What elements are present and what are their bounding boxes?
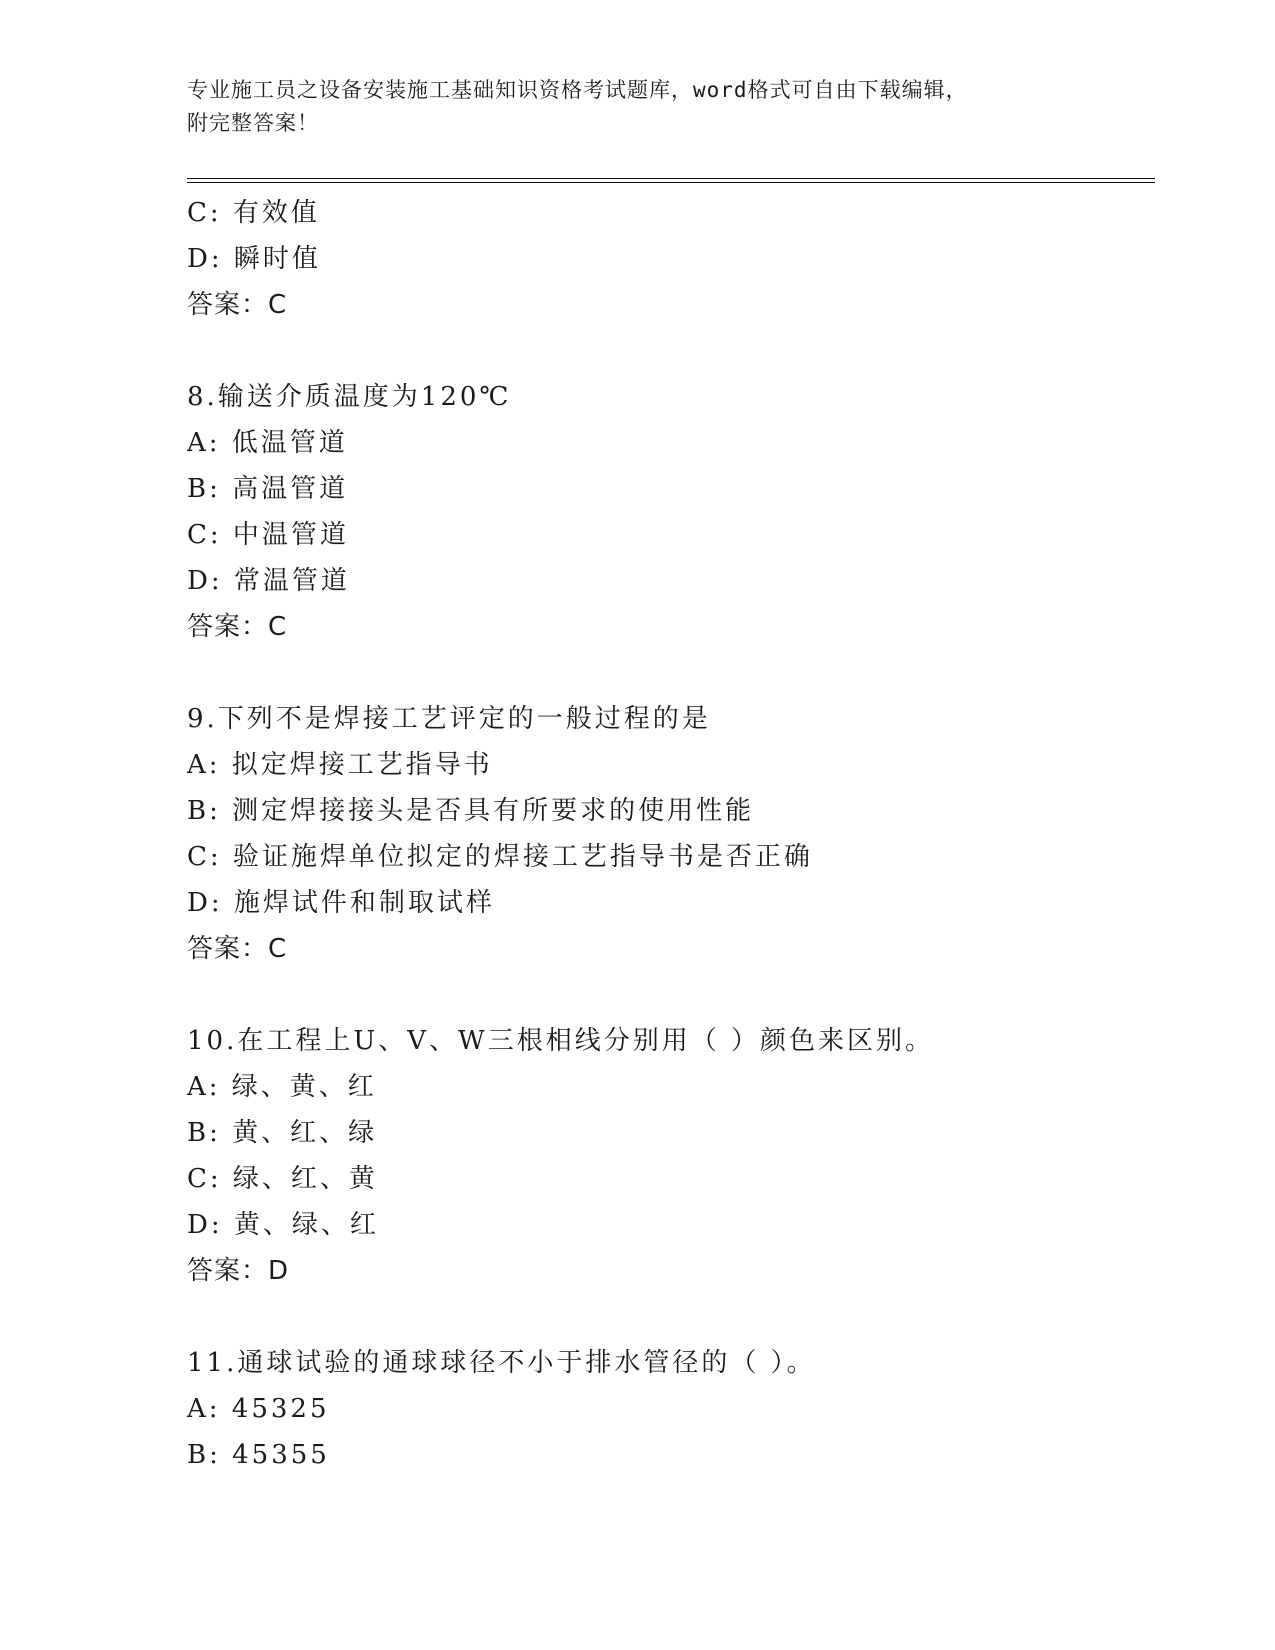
q8-option-a: A: 低温管道 (187, 428, 348, 458)
q10-option-d: D: 黄、绿、红 (187, 1210, 379, 1240)
q8-option-d: D: 常温管道 (187, 566, 350, 596)
q11-option-b: B: 45355 (187, 1440, 330, 1470)
question-8 (187, 374, 1147, 650)
q9-answer: 答案：C (187, 934, 288, 964)
document-header (187, 74, 1087, 140)
q10-answer: 答案：D (187, 1256, 290, 1286)
question-spacer (187, 650, 1147, 696)
q11-question-text: 11.通球试验的通球球径不小于排水管径的（ ）。 (187, 1348, 816, 1378)
question-spacer (187, 972, 1147, 1018)
question-11 (187, 1340, 1147, 1478)
q10-question-text: 10.在工程上U、V、W三根相线分别用（ ）颜色来区别。 (187, 1026, 935, 1056)
q10-option-c: C: 绿、红、黄 (187, 1164, 378, 1194)
q11-option-a: A: 45325 (187, 1394, 330, 1424)
q8-answer: 答案：C (187, 612, 288, 642)
question-list (187, 190, 1147, 1478)
header-line-1: 专业施工员之设备安装施工基础知识资格考试题库，word格式可自由下载编辑， (187, 78, 968, 102)
question-spacer (187, 1294, 1147, 1340)
q10-option-a: A: 绿、黄、红 (187, 1072, 377, 1102)
question-7-tail (187, 190, 1147, 328)
question-10 (187, 1018, 1147, 1294)
q7-answer: 答案：C (187, 290, 288, 320)
q9-option-a: A: 拟定焊接工艺指导书 (187, 750, 493, 780)
question-spacer (187, 328, 1147, 374)
q10-option-b: B: 黄、红、绿 (187, 1118, 378, 1148)
q8-option-b: B: 高温管道 (187, 474, 349, 504)
q8-option-c: C: 中温管道 (187, 520, 349, 550)
question-9 (187, 696, 1147, 972)
q7-option-c: C: 有效值 (187, 198, 320, 228)
q8-question-text: 8.输送介质温度为120℃ (187, 382, 512, 412)
q9-option-b: B: 测定焊接接头是否具有所要求的使用性能 (187, 796, 755, 826)
q7-option-d: D: 瞬时值 (187, 244, 321, 274)
q9-question-text: 9.下列不是焊接工艺评定的一般过程的是 (187, 704, 711, 734)
header-divider (187, 178, 1155, 183)
q9-option-d: D: 施焊试件和制取试样 (187, 888, 495, 918)
header-line-2: 附完整答案！ (187, 111, 319, 135)
q9-option-c: C: 验证施焊单位拟定的焊接工艺指导书是否正确 (187, 842, 813, 872)
